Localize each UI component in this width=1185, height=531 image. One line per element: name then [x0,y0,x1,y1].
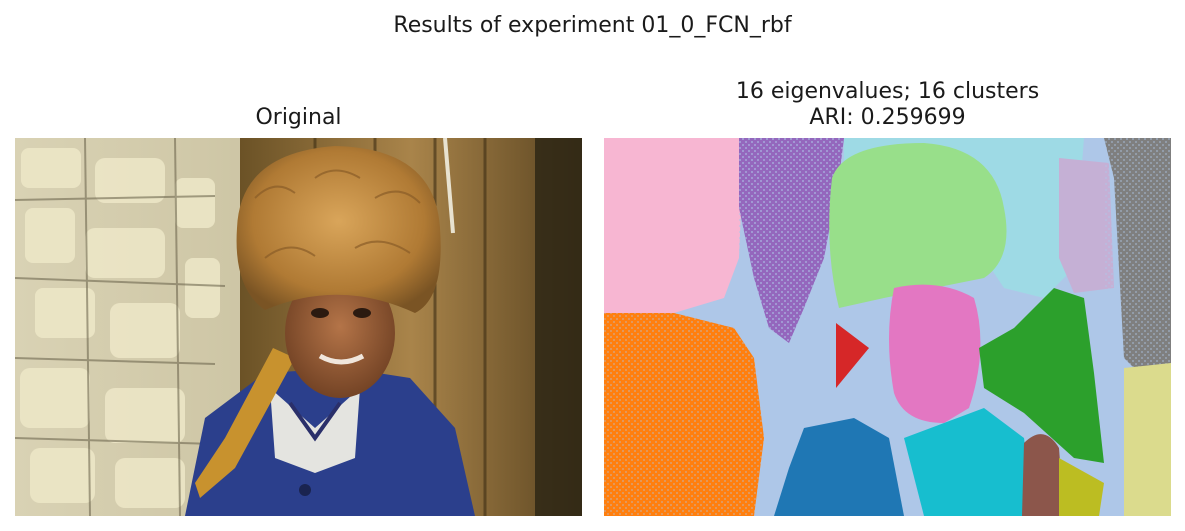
segmentation-map [604,138,1171,516]
cluster-magenta [889,285,980,423]
original-image [15,138,582,516]
segmentation-image [604,138,1171,516]
cluster-pink [604,138,744,318]
segmentation-title-line2: ARI: 0.259699 [809,105,966,130]
original-panel-title: Original [255,105,342,130]
segmentation-title-line1: 16 eigenvalues; 16 clusters [735,79,1040,104]
segmentation-panel-title [604,79,1171,131]
cluster-brown [1022,434,1064,516]
original-photo [15,138,582,516]
figure-suptitle: Results of experiment 01_0_FCN_rbf [393,13,792,38]
cluster-khaki [1124,363,1171,516]
